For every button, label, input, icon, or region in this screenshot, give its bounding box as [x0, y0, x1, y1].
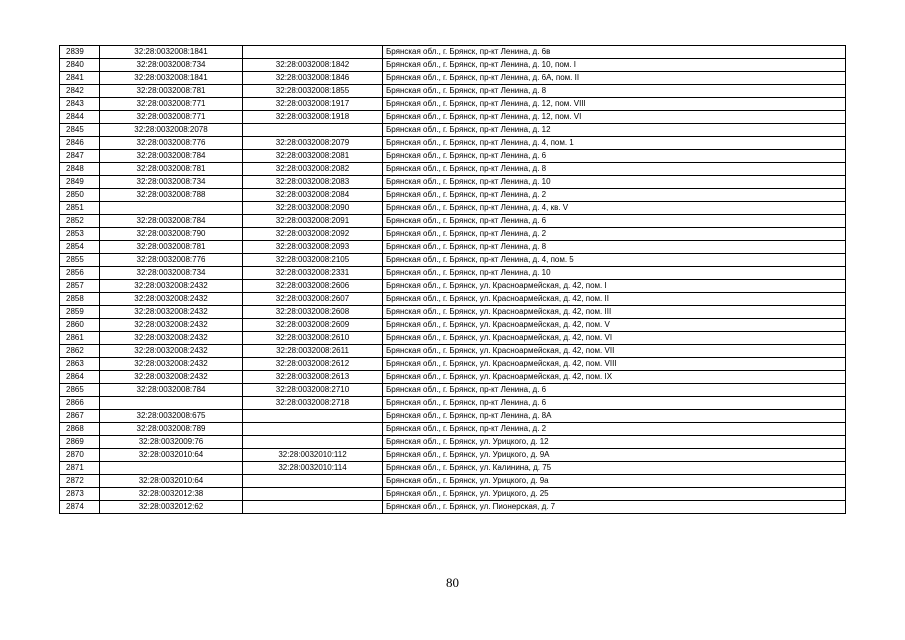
cadastral-number-cell: 32:28:0032008:1841	[100, 46, 243, 59]
cadastral-number-cell: 32:28:0032008:734	[100, 59, 243, 72]
cadastral-number-cell: 32:28:0032008:734	[100, 176, 243, 189]
address-cell: Брянская обл., г. Брянск, ул. Урицкого, д. 9А	[383, 449, 846, 462]
cadastral-number-cell: 32:28:0032008:781	[100, 85, 243, 98]
cadastral-number-cell: 32:28:0032008:771	[100, 98, 243, 111]
room-cadastral-number-cell: 32:28:0032008:1917	[243, 98, 383, 111]
address-cell: Брянская обл., г. Брянск, ул. Красноармейская, д. 42, пом. III	[383, 306, 846, 319]
room-cadastral-number-cell: 32:28:0032008:2610	[243, 332, 383, 345]
cadastral-number-cell: 32:28:0032008:2432	[100, 319, 243, 332]
cadastral-number-cell: 32:28:0032010:64	[100, 475, 243, 488]
table-row	[60, 72, 846, 85]
address-cell: Брянская обл., г. Брянск, пр-кт Ленина, д. 6	[383, 215, 846, 228]
address-cell: Брянская обл., г. Брянск, ул. Урицкого, д. 12	[383, 436, 846, 449]
cadastral-number-cell: 32:28:0032010:64	[100, 449, 243, 462]
cadastral-number-cell: 32:28:0032008:781	[100, 241, 243, 254]
address-cell: Брянская обл., г. Брянск, пр-кт Ленина, д. 8	[383, 241, 846, 254]
cadastral-number-cell: 32:28:0032008:776	[100, 254, 243, 267]
row-number-cell: 2853	[60, 228, 100, 241]
room-cadastral-number-cell	[243, 501, 383, 514]
cadastral-number-cell: 32:28:0032008:1841	[100, 72, 243, 85]
row-number-cell: 2867	[60, 410, 100, 423]
row-number-cell: 2861	[60, 332, 100, 345]
room-cadastral-number-cell: 32:28:0032008:2081	[243, 150, 383, 163]
room-cadastral-number-cell: 32:28:0032008:2606	[243, 280, 383, 293]
address-cell: Брянская обл., г. Брянск, ул. Калинина, д. 75	[383, 462, 846, 475]
row-number-cell: 2845	[60, 124, 100, 137]
room-cadastral-number-cell: 32:28:0032008:2092	[243, 228, 383, 241]
cadastral-number-cell	[100, 397, 243, 410]
row-number-cell: 2849	[60, 176, 100, 189]
address-cell: Брянская обл., г. Брянск, пр-кт Ленина, д. 8А	[383, 410, 846, 423]
address-cell: Брянская обл., г. Брянск, пр-кт Ленина, д. 6	[383, 384, 846, 397]
address-cell: Брянская обл., г. Брянск, пр-кт Ленина, д. 10	[383, 176, 846, 189]
row-number-cell: 2846	[60, 137, 100, 150]
room-cadastral-number-cell: 32:28:0032008:1846	[243, 72, 383, 85]
address-cell: Брянская обл., г. Брянск, пр-кт Ленина, д. 4, кв. V	[383, 202, 846, 215]
room-cadastral-number-cell: 32:28:0032008:2609	[243, 319, 383, 332]
table-row	[60, 189, 846, 202]
address-cell: Брянская обл., г. Брянск, ул. Красноармейская, д. 42, пом. VI	[383, 332, 846, 345]
cadastral-number-cell: 32:28:0032008:2432	[100, 293, 243, 306]
room-cadastral-number-cell: 32:28:0032008:1855	[243, 85, 383, 98]
table-row	[60, 85, 846, 98]
address-cell: Брянская обл., г. Брянск, пр-кт Ленина, д. 12	[383, 124, 846, 137]
address-cell: Брянская обл., г. Брянск, пр-кт Ленина, д. 10, пом. I	[383, 59, 846, 72]
room-cadastral-number-cell: 32:28:0032008:2093	[243, 241, 383, 254]
cadastral-number-cell: 32:28:0032008:784	[100, 150, 243, 163]
room-cadastral-number-cell: 32:28:0032008:2091	[243, 215, 383, 228]
room-cadastral-number-cell: 32:28:0032008:2608	[243, 306, 383, 319]
table-row	[60, 267, 846, 280]
room-cadastral-number-cell: 32:28:0032008:2710	[243, 384, 383, 397]
address-cell: Брянская обл., г. Брянск, ул. Красноармейская, д. 42, пом. V	[383, 319, 846, 332]
cadastral-number-cell: 32:28:0032008:790	[100, 228, 243, 241]
room-cadastral-number-cell	[243, 124, 383, 137]
row-number-cell: 2865	[60, 384, 100, 397]
address-cell: Брянская обл., г. Брянск, ул. Урицкого, д. 9а	[383, 475, 846, 488]
room-cadastral-number-cell: 32:28:0032008:2084	[243, 189, 383, 202]
table-row	[60, 228, 846, 241]
room-cadastral-number-cell: 32:28:0032008:2105	[243, 254, 383, 267]
table-row	[60, 462, 846, 475]
table-row	[60, 449, 846, 462]
row-number-cell: 2850	[60, 189, 100, 202]
room-cadastral-number-cell	[243, 410, 383, 423]
address-cell: Брянская обл., г. Брянск, ул. Красноармейская, д. 42, пом. IX	[383, 371, 846, 384]
row-number-cell: 2862	[60, 345, 100, 358]
room-cadastral-number-cell: 32:28:0032008:1842	[243, 59, 383, 72]
address-cell: Брянская обл., г. Брянск, ул. Красноармейская, д. 42, пом. II	[383, 293, 846, 306]
address-cell: Брянская обл., г. Брянск, пр-кт Ленина, д. 6в	[383, 46, 846, 59]
table-row	[60, 358, 846, 371]
row-number-cell: 2859	[60, 306, 100, 319]
cadastral-number-cell	[100, 202, 243, 215]
row-number-cell: 2841	[60, 72, 100, 85]
table-row	[60, 332, 846, 345]
cadastral-number-cell: 32:28:0032008:734	[100, 267, 243, 280]
address-cell: Брянская обл., г. Брянск, пр-кт Ленина, д. 2	[383, 189, 846, 202]
row-number-cell: 2873	[60, 488, 100, 501]
cadastral-number-cell: 32:28:0032008:784	[100, 384, 243, 397]
row-number-cell: 2857	[60, 280, 100, 293]
room-cadastral-number-cell: 32:28:0032010:114	[243, 462, 383, 475]
table-row	[60, 475, 846, 488]
cadastral-number-cell: 32:28:0032008:776	[100, 137, 243, 150]
room-cadastral-number-cell: 32:28:0032008:2079	[243, 137, 383, 150]
row-number-cell: 2843	[60, 98, 100, 111]
row-number-cell: 2874	[60, 501, 100, 514]
room-cadastral-number-cell	[243, 423, 383, 436]
row-number-cell: 2870	[60, 449, 100, 462]
table-row	[60, 345, 846, 358]
cadastral-number-cell: 32:28:0032009:76	[100, 436, 243, 449]
table-row	[60, 137, 846, 150]
room-cadastral-number-cell: 32:28:0032008:2611	[243, 345, 383, 358]
table-row	[60, 150, 846, 163]
cadastral-number-cell: 32:28:0032008:789	[100, 423, 243, 436]
row-number-cell: 2848	[60, 163, 100, 176]
table-row	[60, 202, 846, 215]
table-row	[60, 384, 846, 397]
row-number-cell: 2863	[60, 358, 100, 371]
cadastral-number-cell	[100, 462, 243, 475]
row-number-cell: 2854	[60, 241, 100, 254]
cadastral-table	[59, 45, 846, 514]
room-cadastral-number-cell: 32:28:0032008:2090	[243, 202, 383, 215]
address-cell: Брянская обл., г. Брянск, ул. Урицкого, д. 25	[383, 488, 846, 501]
row-number-cell: 2847	[60, 150, 100, 163]
cadastral-number-cell: 32:28:0032008:2432	[100, 345, 243, 358]
cadastral-number-cell: 32:28:0032008:771	[100, 111, 243, 124]
room-cadastral-number-cell: 32:28:0032008:2082	[243, 163, 383, 176]
room-cadastral-number-cell: 32:28:0032010:112	[243, 449, 383, 462]
row-number-cell: 2869	[60, 436, 100, 449]
cadastral-number-cell: 32:28:0032008:2078	[100, 124, 243, 137]
row-number-cell: 2860	[60, 319, 100, 332]
row-number-cell: 2839	[60, 46, 100, 59]
address-cell: Брянская обл., г. Брянск, ул. Пионерская, д. 7	[383, 501, 846, 514]
table-row	[60, 423, 846, 436]
page-number: 80	[446, 575, 459, 590]
row-number-cell: 2842	[60, 85, 100, 98]
room-cadastral-number-cell: 32:28:0032008:2083	[243, 176, 383, 189]
room-cadastral-number-cell: 32:28:0032008:2613	[243, 371, 383, 384]
address-cell: Брянская обл., г. Брянск, пр-кт Ленина, д. 8	[383, 163, 846, 176]
address-cell: Брянская обл., г. Брянск, пр-кт Ленина, д. 6	[383, 397, 846, 410]
room-cadastral-number-cell: 32:28:0032008:2331	[243, 267, 383, 280]
table-row	[60, 111, 846, 124]
room-cadastral-number-cell	[243, 475, 383, 488]
table-row	[60, 436, 846, 449]
address-cell: Брянская обл., г. Брянск, пр-кт Ленина, д. 4, пом. 1	[383, 137, 846, 150]
row-number-cell: 2856	[60, 267, 100, 280]
table-row	[60, 59, 846, 72]
row-number-cell: 2851	[60, 202, 100, 215]
table-body	[60, 46, 846, 514]
address-cell: Брянская обл., г. Брянск, пр-кт Ленина, д. 10	[383, 267, 846, 280]
table-row	[60, 241, 846, 254]
room-cadastral-number-cell	[243, 488, 383, 501]
cadastral-number-cell: 32:28:0032012:62	[100, 501, 243, 514]
cadastral-number-cell: 32:28:0032008:781	[100, 163, 243, 176]
cadastral-number-cell: 32:28:0032008:2432	[100, 358, 243, 371]
document-page	[59, 45, 845, 514]
table-row	[60, 215, 846, 228]
address-cell: Брянская обл., г. Брянск, ул. Красноармейская, д. 42, пом. I	[383, 280, 846, 293]
room-cadastral-number-cell	[243, 436, 383, 449]
address-cell: Брянская обл., г. Брянск, пр-кт Ленина, д. 12, пом. VIII	[383, 98, 846, 111]
table-row	[60, 280, 846, 293]
table-row	[60, 98, 846, 111]
cadastral-number-cell: 32:28:0032008:2432	[100, 332, 243, 345]
address-cell: Брянская обл., г. Брянск, пр-кт Ленина, д. 2	[383, 228, 846, 241]
row-number-cell: 2840	[60, 59, 100, 72]
table-row	[60, 371, 846, 384]
address-cell: Брянская обл., г. Брянск, пр-кт Ленина, д. 12, пом. VI	[383, 111, 846, 124]
table-row	[60, 293, 846, 306]
table-row	[60, 124, 846, 137]
table-row	[60, 410, 846, 423]
room-cadastral-number-cell: 32:28:0032008:2612	[243, 358, 383, 371]
address-cell: Брянская обл., г. Брянск, ул. Красноармейская, д. 42, пом. VII	[383, 345, 846, 358]
row-number-cell: 2855	[60, 254, 100, 267]
table-row	[60, 501, 846, 514]
table-row	[60, 319, 846, 332]
cadastral-number-cell: 32:28:0032008:2432	[100, 371, 243, 384]
row-number-cell: 2866	[60, 397, 100, 410]
row-number-cell: 2872	[60, 475, 100, 488]
address-cell: Брянская обл., г. Брянск, ул. Красноармейская, д. 42, пом. VIII	[383, 358, 846, 371]
address-cell: Брянская обл., г. Брянск, пр-кт Ленина, д. 2	[383, 423, 846, 436]
cadastral-number-cell: 32:28:0032008:784	[100, 215, 243, 228]
table-row	[60, 254, 846, 267]
table-row	[60, 397, 846, 410]
row-number-cell: 2852	[60, 215, 100, 228]
address-cell: Брянская обл., г. Брянск, пр-кт Ленина, д. 6	[383, 150, 846, 163]
cadastral-number-cell: 32:28:0032008:2432	[100, 280, 243, 293]
table-row	[60, 46, 846, 59]
cadastral-number-cell: 32:28:0032008:788	[100, 189, 243, 202]
table-row	[60, 306, 846, 319]
table-row	[60, 176, 846, 189]
address-cell: Брянская обл., г. Брянск, пр-кт Ленина, д. 6А, пом. II	[383, 72, 846, 85]
cadastral-number-cell: 32:28:0032008:675	[100, 410, 243, 423]
cadastral-number-cell: 32:28:0032008:2432	[100, 306, 243, 319]
row-number-cell: 2871	[60, 462, 100, 475]
table-row	[60, 163, 846, 176]
room-cadastral-number-cell	[243, 46, 383, 59]
room-cadastral-number-cell: 32:28:0032008:2607	[243, 293, 383, 306]
row-number-cell: 2858	[60, 293, 100, 306]
room-cadastral-number-cell: 32:28:0032008:2718	[243, 397, 383, 410]
room-cadastral-number-cell: 32:28:0032008:1918	[243, 111, 383, 124]
table-row	[60, 488, 846, 501]
row-number-cell: 2844	[60, 111, 100, 124]
address-cell: Брянская обл., г. Брянск, пр-кт Ленина, д. 8	[383, 85, 846, 98]
row-number-cell: 2868	[60, 423, 100, 436]
row-number-cell: 2864	[60, 371, 100, 384]
cadastral-number-cell: 32:28:0032012:38	[100, 488, 243, 501]
address-cell: Брянская обл., г. Брянск, пр-кт Ленина, д. 4, пом. 5	[383, 254, 846, 267]
